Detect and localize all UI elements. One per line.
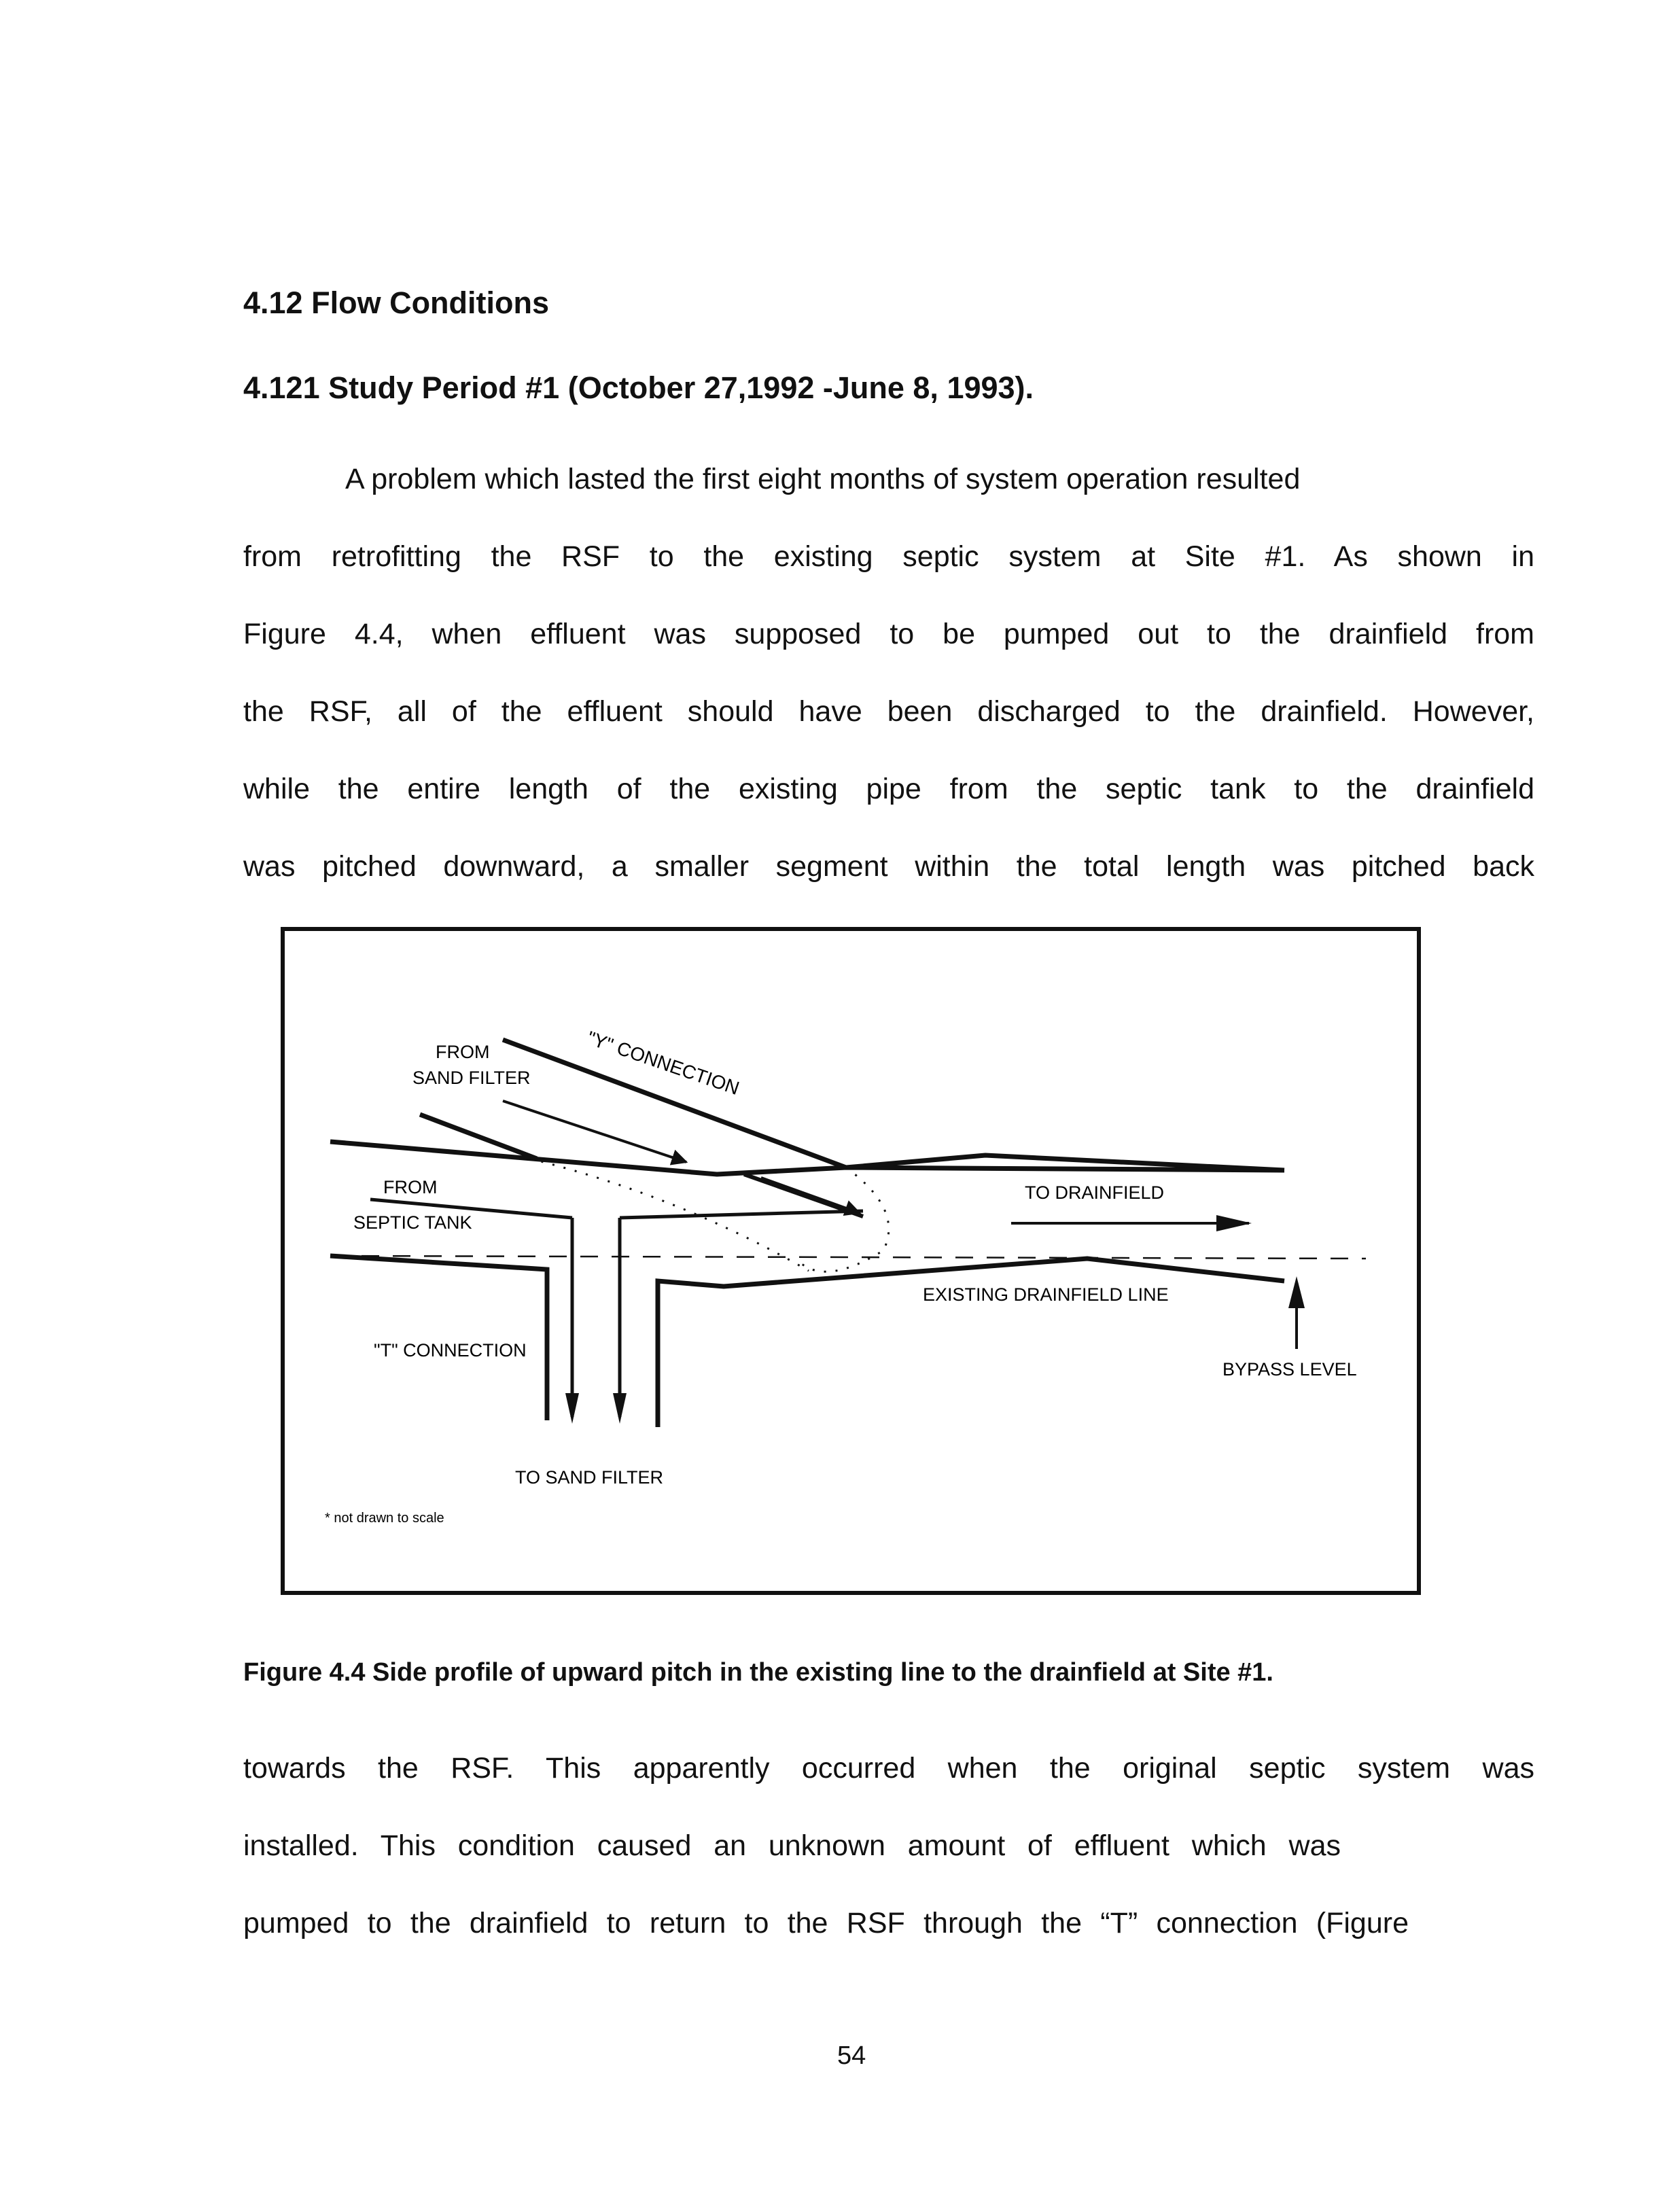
figure-frame (283, 929, 1419, 1593)
label-from-sand-filter-2: SAND FILTER (412, 1068, 531, 1088)
down-arrow-right (613, 1393, 627, 1424)
text-line: the RSF, all of the effluent should have been discharged to the drainfield. However, (243, 695, 1534, 728)
text-line: pumped to the drainfield to return to the RSF through the “T” connection (Figure (243, 1907, 1409, 1939)
main-pipe-top-wall (330, 1142, 1284, 1174)
text-line: while the entire length of the existing pipe from the septic tank to the drainfield (243, 773, 1534, 805)
label-from-septic-tank-2: SEPTIC TANK (353, 1212, 472, 1233)
text-line: Figure 4.4, when effluent was supposed to be pumped out to the drainfield from (243, 618, 1534, 650)
label-existing-drainfield-line: EXISTING DRAINFIELD LINE (923, 1284, 1169, 1305)
label-t-connection: "T" CONNECTION (374, 1340, 527, 1360)
dotted-backflow-path (802, 1168, 889, 1271)
bypass-level-dashed-line (330, 1256, 1366, 1259)
flow-arrow-sand-filter (503, 1101, 686, 1162)
label-to-drainfield: TO DRAINFIELD (1025, 1182, 1165, 1203)
text-line: from retrofitting the RSF to the existing septic system at Site #1. As shown in (243, 540, 1534, 573)
label-from-sand-filter-1: FROM (436, 1042, 490, 1062)
page-number: 54 (837, 2041, 866, 2070)
flow-arrow-y-connection (761, 1178, 860, 1213)
t-connection-outer-left-wall (330, 1256, 547, 1420)
text-line: installed. This condition caused an unknown amount of effluent which was (243, 1829, 1341, 1862)
to-drainfield-arrowhead (1216, 1215, 1252, 1231)
text-line: towards the RSF. This apparently occurred when the original septic system was (243, 1752, 1534, 1785)
down-arrow-left (565, 1393, 579, 1424)
t-connection-top-wall (620, 1211, 863, 1218)
label-bypass-level: BYPASS LEVEL (1222, 1359, 1357, 1380)
label-from-septic-tank-1: FROM (383, 1177, 438, 1197)
text-line: A problem which lasted the first eight months of system operation resulted (345, 463, 1301, 495)
text-line: was pitched downward, a smaller segment within the total length was pitched back (243, 850, 1534, 883)
subsection-heading: 4.121 Study Period #1 (October 27,1992 -June 8, 1993). (243, 370, 1034, 405)
label-not-to-scale: * not drawn to scale (325, 1511, 444, 1526)
label-to-sand-filter: TO SAND FILTER (515, 1467, 664, 1488)
paragraph-2 (243, 1730, 1534, 1962)
label-y-connection: "Y" CONNECTION (584, 1027, 742, 1100)
section-heading: 4.12 Flow Conditions (243, 285, 550, 320)
bypass-level-arrowhead (1288, 1276, 1305, 1308)
figure-caption: Figure 4.4 Side profile of upward pitch in the existing line to the drainfield at Site #1. (243, 1658, 1273, 1687)
